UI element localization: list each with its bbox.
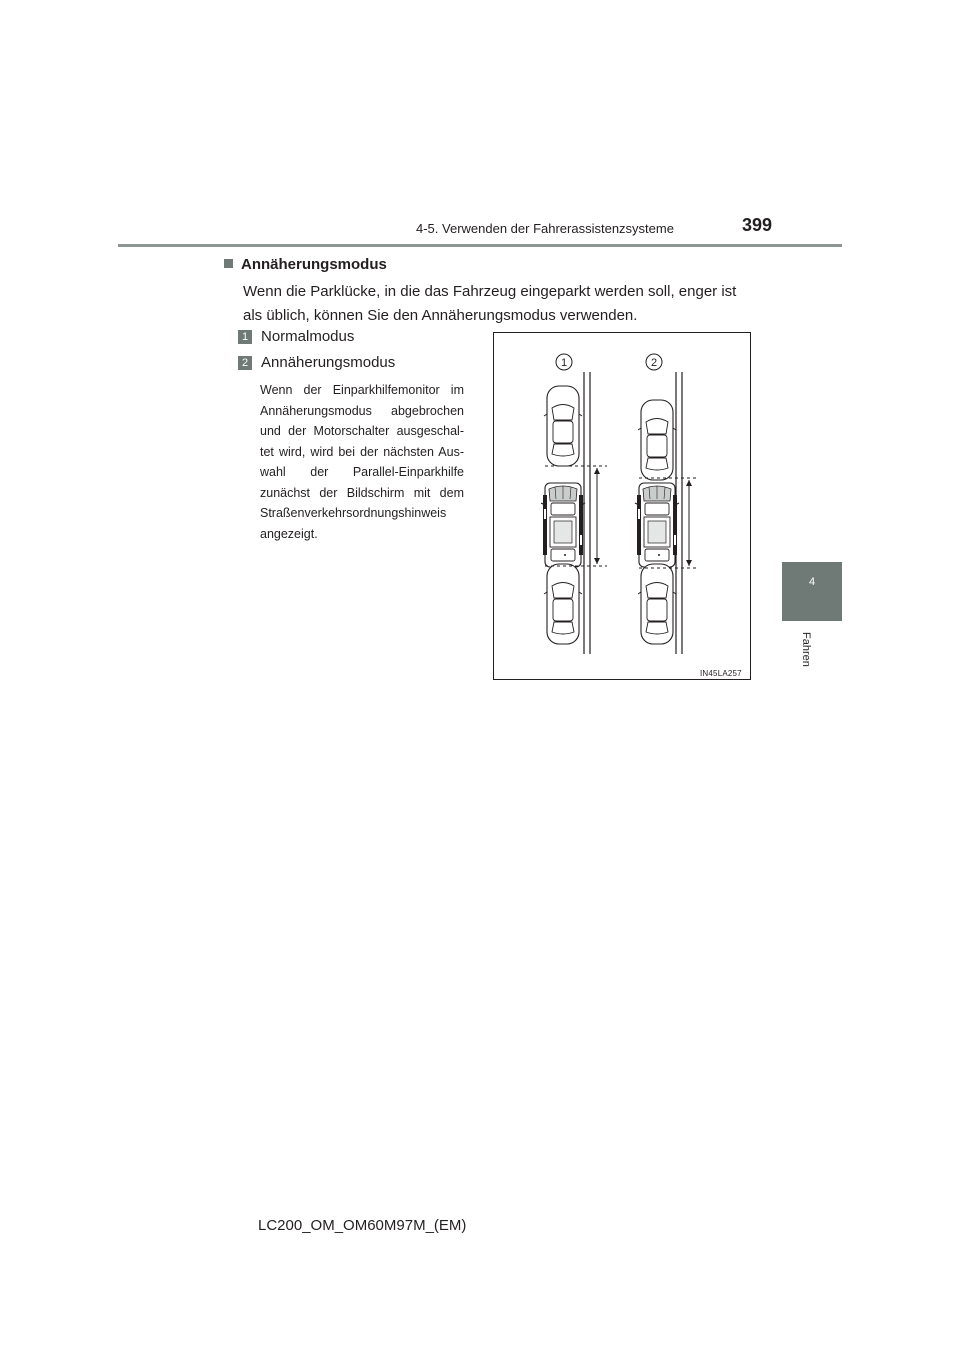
figure-code: IN45LA257 [700,669,742,678]
chapter-number: 4 [808,576,816,588]
number-badge: 2 [238,356,252,370]
square-bullet-icon [224,259,233,268]
header-title: 4-5. Verwenden der Fahrerassistenzsysteme [416,221,674,236]
parking-mode-illustration [493,332,751,680]
footer-document-code: LC200_OM_OM60M97M_(EM) [258,1217,467,1234]
section-heading [224,256,387,273]
figure-label-approach: 2 [650,357,658,369]
header-divider [118,244,842,247]
list-item-normal-mode [238,328,354,345]
note-paragraph: Wenn der Einparkhilfemonitor im Annäherungsmodus abgebrochen und der Motorschalter ausgeschal-tet wird, wird bei der nächsten Aus-wahl der Parallel-Einparkhilfe zunächst der Bildschirm mit dem Straßenverkehrsordnungshinweis angezeigt. [260,383,464,541]
figure-label-normal: 1 [560,357,568,369]
list-item-approach-mode [238,354,395,371]
page-number: 399 [742,215,773,235]
list-item-label: Annäherungsmodus [261,354,396,371]
list-item-label: Normalmodus [261,328,355,345]
chapter-label: Fahren [800,632,812,667]
intro-paragraph: Wenn die Parklücke, in die das Fahrzeug eingeparkt werden soll, enger ist als üblich, können Sie den Annäherungsmodus verwenden. [243,283,737,324]
section-heading-text: Annäherungsmodus [241,256,387,273]
number-badge: 1 [238,330,252,344]
chapter-tab[interactable] [782,562,842,621]
